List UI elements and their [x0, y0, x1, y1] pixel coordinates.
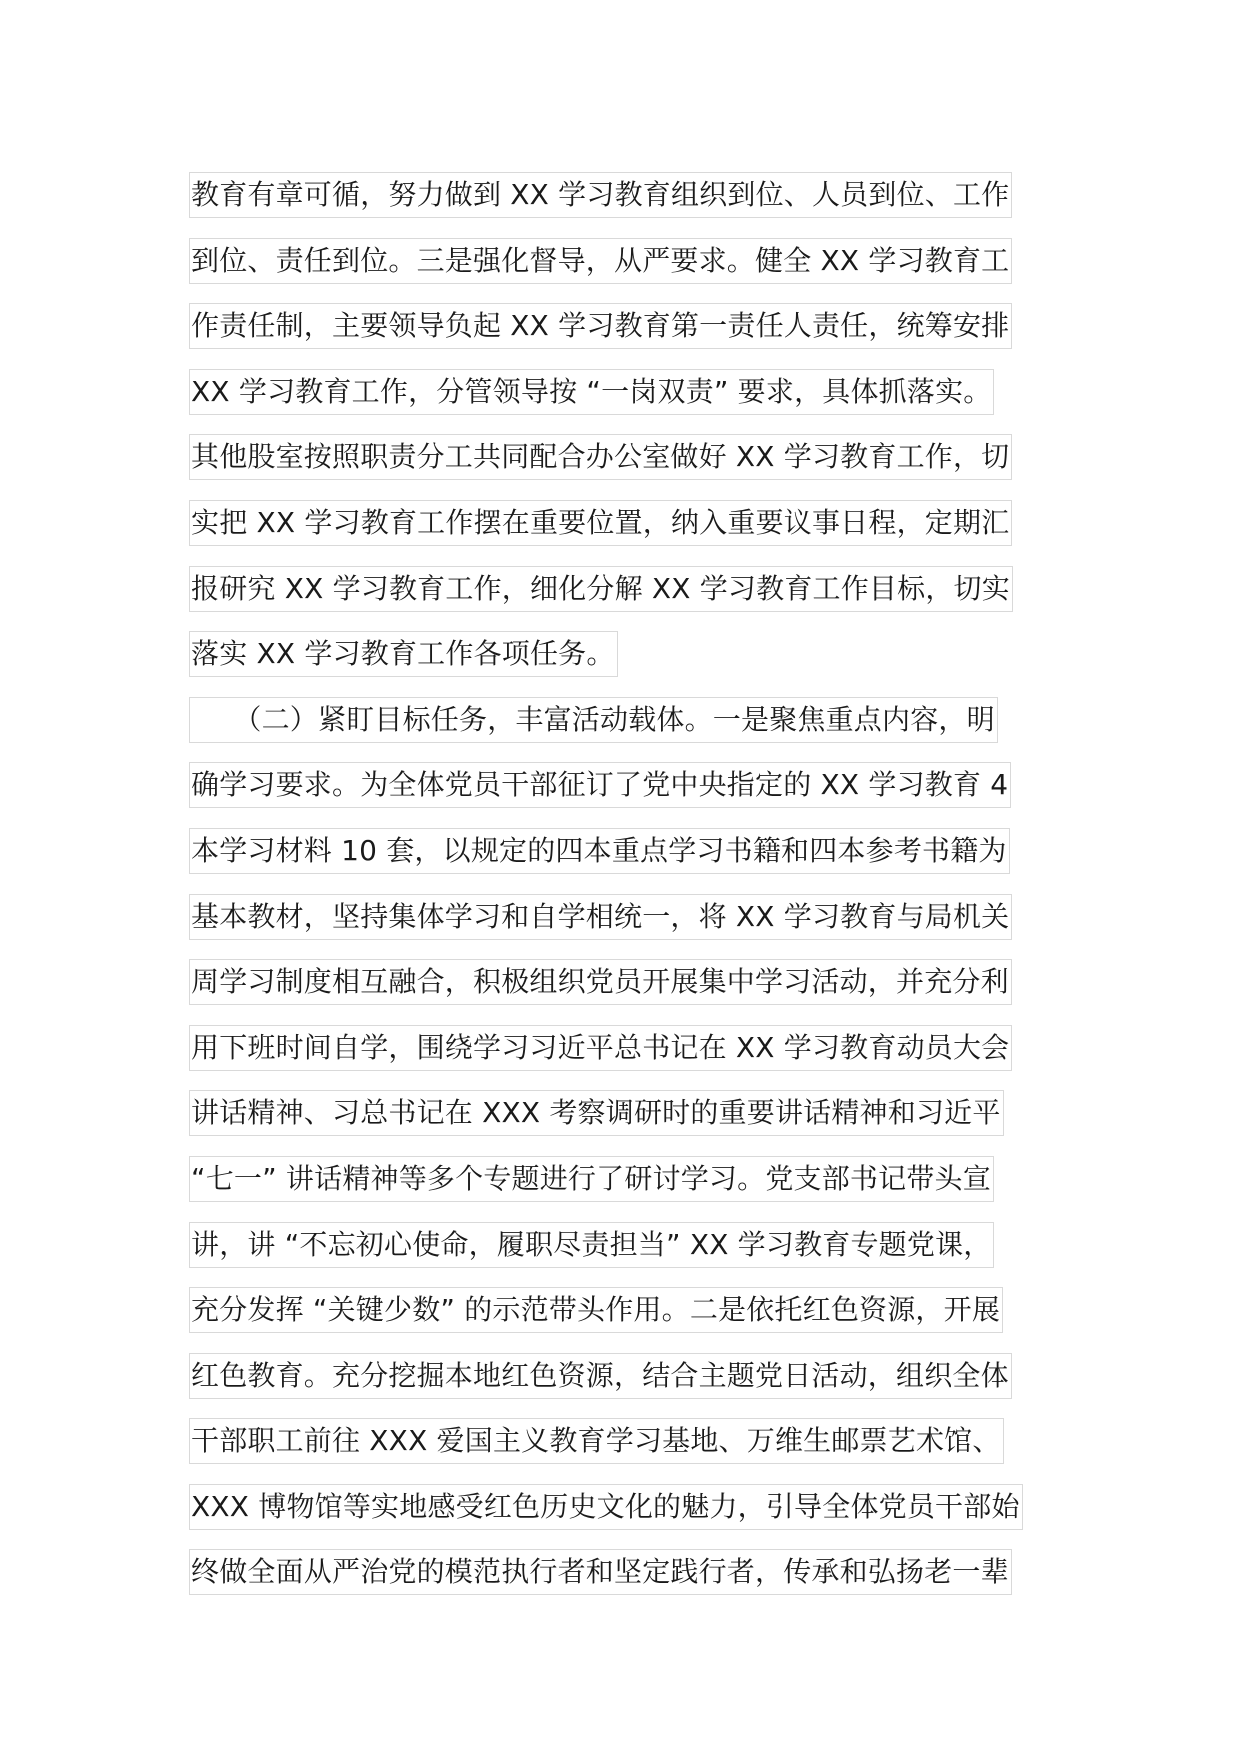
- line-text: XX 学习教育工作，分管领导按 “一岗双责” 要求，具体抓落实。: [189, 369, 994, 415]
- line-text: 教育有章可循，努力做到 XX 学习教育组织到位、人员到位、工作: [189, 172, 1012, 218]
- text-line: [189, 758, 1089, 824]
- line-text: 红色教育。充分挖掘本地红色资源，结合主题党日活动，组织全体: [189, 1353, 1012, 1399]
- text-line: [189, 1480, 1089, 1546]
- text-line: [189, 1021, 1089, 1087]
- line-text: XXX 博物馆等实地感受红色历史文化的魅力，引导全体党员干部始: [189, 1484, 1023, 1530]
- text-line: [189, 824, 1089, 890]
- text-line: [189, 1283, 1089, 1349]
- text-line: [189, 1086, 1089, 1152]
- text-line: [189, 1349, 1089, 1415]
- text-line: [189, 693, 1089, 759]
- line-text: 讲话精神、习总书记在 XXX 考察调研时的重要讲话精神和习近平: [189, 1090, 1004, 1136]
- text-line: [189, 1218, 1089, 1284]
- line-text: 报研究 XX 学习教育工作，细化分解 XX 学习教育工作目标，切实: [189, 566, 1013, 612]
- line-text: 终做全面从严治党的模范执行者和坚定践行者，传承和弘扬老一辈: [189, 1549, 1012, 1595]
- text-line: [189, 890, 1089, 956]
- text-line: [189, 627, 1089, 693]
- line-text: 落实 XX 学习教育工作各项任务。: [189, 631, 618, 677]
- text-line: [189, 365, 1089, 431]
- line-text: 基本教材，坚持集体学习和自学相统一，将 XX 学习教育与局机关: [189, 894, 1012, 940]
- text-line: [189, 234, 1089, 300]
- text-line: [189, 168, 1089, 234]
- line-text: “七一” 讲话精神等多个专题进行了研讨学习。党支部书记带头宣: [189, 1156, 994, 1202]
- text-line: [189, 562, 1089, 628]
- line-text: 确学习要求。为全体党员干部征订了党中央指定的 XX 学习教育 4: [189, 762, 1011, 808]
- text-line: [189, 955, 1089, 1021]
- line-text: 到位、责任到位。三是强化督导，从严要求。健全 XX 学习教育工: [189, 238, 1012, 284]
- line-text: 充分发挥 “关键少数” 的示范带头作用。二是依托红色资源，开展: [189, 1287, 1003, 1333]
- line-text: 作责任制，主要领导负起 XX 学习教育第一责任人责任，统筹安排: [189, 303, 1012, 349]
- line-text: 干部职工前往 XXX 爱国主义教育学习基地、万维生邮票艺术馆、: [189, 1418, 1004, 1464]
- line-text: 实把 XX 学习教育工作摆在重要位置，纳入重要议事日程，定期汇: [189, 500, 1012, 546]
- document-body: [189, 168, 1089, 1611]
- line-text: 其他股室按照职责分工共同配合办公室做好 XX 学习教育工作，切: [189, 434, 1012, 480]
- line-text: 本学习材料 10 套，以规定的四本重点学习书籍和四本参考书籍为: [189, 828, 1010, 874]
- text-line: [189, 1545, 1089, 1611]
- line-text: 讲，讲 “不忘初心使命，履职尽责担当” XX 学习教育专题党课，: [189, 1222, 994, 1268]
- text-line: [189, 1152, 1089, 1218]
- line-text: 周学习制度相互融合，积极组织党员开展集中学习活动，并充分利: [189, 959, 1012, 1005]
- line-text: 用下班时间自学，围绕学习习近平总书记在 XX 学习教育动员大会: [189, 1025, 1012, 1071]
- text-line: [189, 496, 1089, 562]
- text-line: [189, 299, 1089, 365]
- text-line: [189, 430, 1089, 496]
- text-line: [189, 1414, 1089, 1480]
- line-text: （二）紧盯目标任务，丰富活动载体。一是聚焦重点内容，明: [189, 697, 998, 743]
